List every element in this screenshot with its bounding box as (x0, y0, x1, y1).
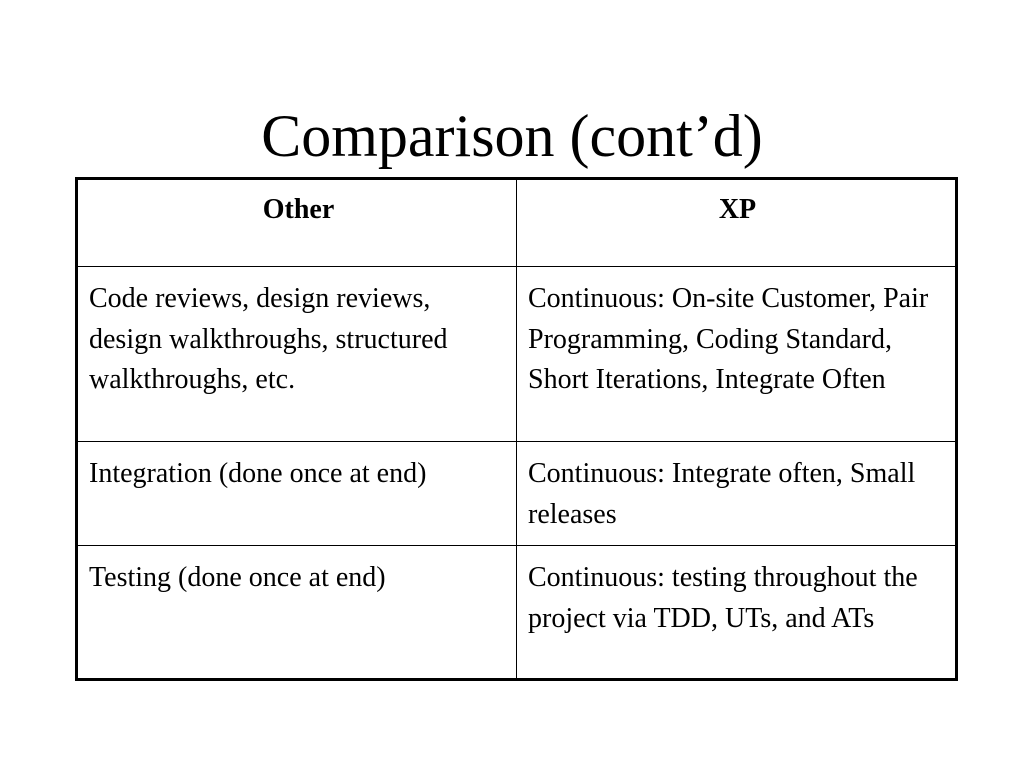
comparison-table (75, 177, 958, 681)
table-cell-xp: Continuous: On-site Customer, Pair Programming, Coding Standard, Short Iterations, Integrate Often (517, 267, 957, 442)
table-row (77, 546, 957, 680)
table-cell-xp: Continuous: Integrate often, Small releases (517, 442, 957, 546)
column-header-xp: XP (517, 179, 957, 267)
column-header-other: Other (77, 179, 517, 267)
slide-title: Comparison (cont’d) (261, 103, 763, 169)
table-header-row (77, 179, 957, 267)
table-cell-other: Integration (done once at end) (77, 442, 517, 546)
table-row (77, 442, 957, 546)
table-cell-other: Testing (done once at end) (77, 546, 517, 680)
table-row (77, 267, 957, 442)
table-cell-xp: Continuous: testing throughout the project via TDD, UTs, and ATs (517, 546, 957, 680)
table-cell-other: Code reviews, design reviews, design walkthroughs, structured walkthroughs, etc. (77, 267, 517, 442)
